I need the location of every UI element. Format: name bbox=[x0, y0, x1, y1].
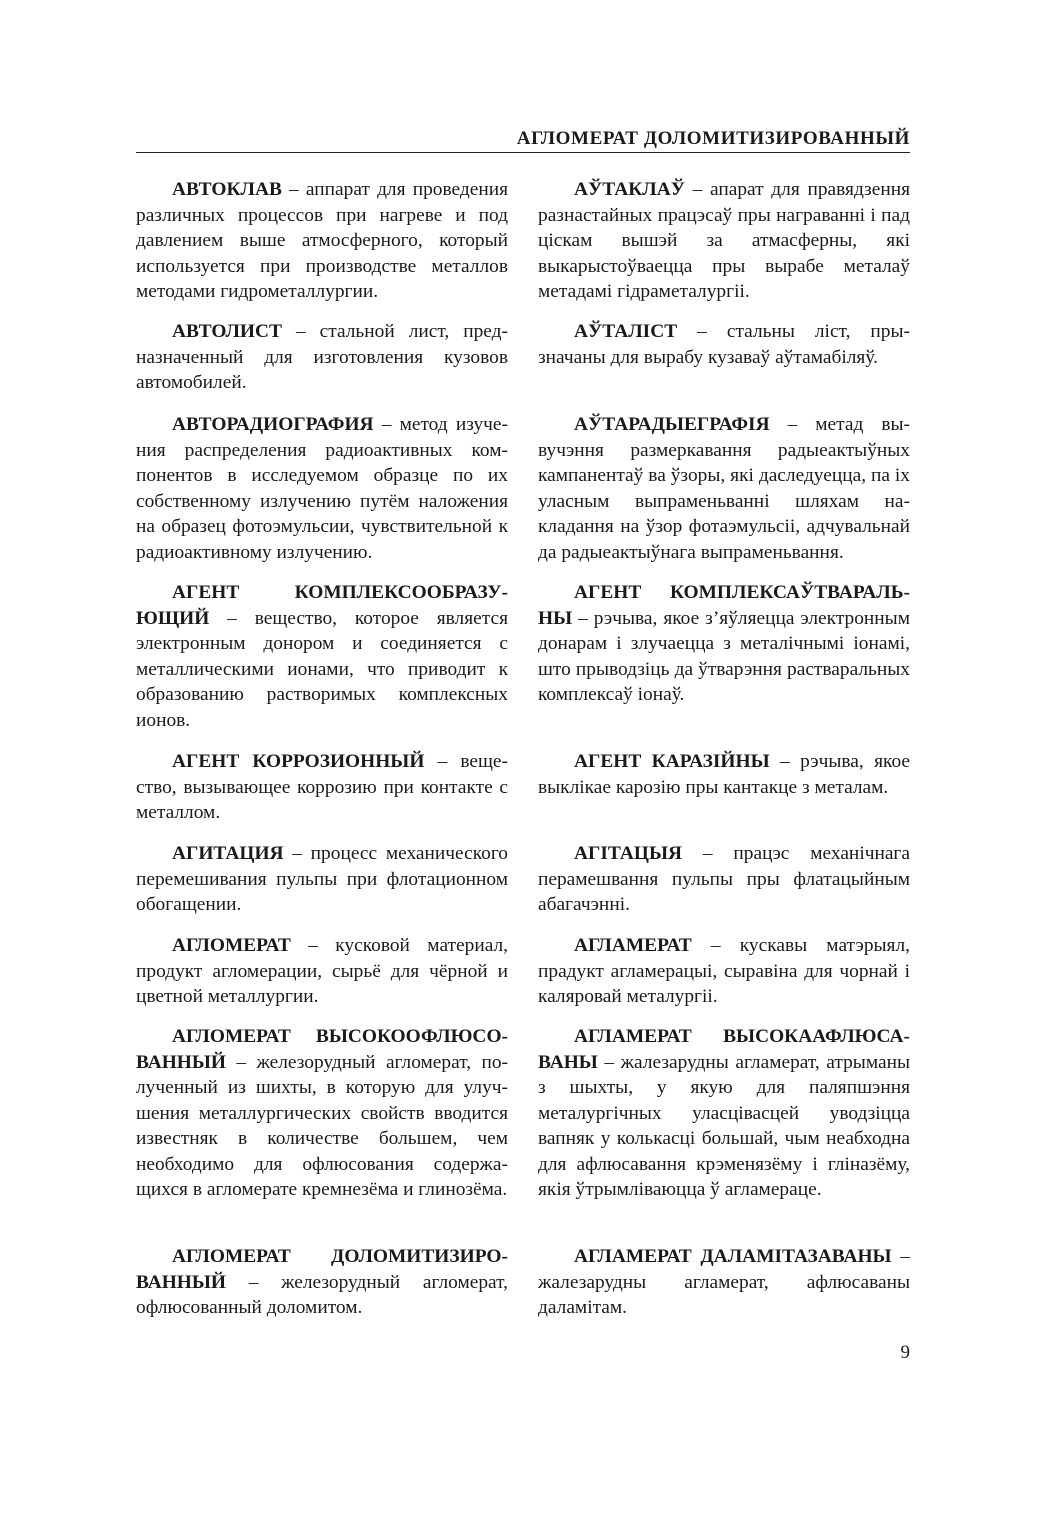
entry-ru-agent-korrozionnyy bbox=[136, 749, 508, 826]
entry-ru-avtoklav bbox=[136, 177, 508, 305]
entry-term: АГИТАЦИЯ bbox=[172, 843, 284, 864]
entry-definition: – метод изучения распределения радиоактивных компонентов в исследуемом образце по их собственному излучению путём наложения на образец фотоэмульсии, чувствительной к радиоактивному излучению. bbox=[136, 414, 508, 563]
entry-definition: – рэчыва, якое з’яўляецца электронным донарам і злучаецца з металічнымі іонамі, што прыводзіць да ўтварэння растваральных комплексаў іонаў. bbox=[538, 607, 910, 705]
entry-definition: – жалезарудны агламерат, атрыманы з шыхты, у якую для паляпшэння металургічных уласцівасцей уводзіцца вапняк у колькасці большай, чым неабходна для афлюсавання крэменязёму і гліназёму, якія ўтрымліваюцца ў агламераце. bbox=[538, 1051, 910, 1200]
entry-term: АЎТАКЛАЎ bbox=[574, 179, 685, 200]
header-rule bbox=[136, 152, 910, 153]
entry-by-aglamerat-vysokaaflyusavany bbox=[538, 1024, 910, 1203]
entry-term: АГЕНТ КОМПЛЕКСАЎТВАРАЛЬНЫ bbox=[538, 582, 910, 629]
entry-term: АГЛОМЕРАТ ДОЛОМИТИЗИРОВАННЫЙ bbox=[136, 1246, 508, 1293]
entry-definition: – стальной лист, предназначенный для изготовления кузовов автомобилей. bbox=[136, 321, 508, 393]
entry-term: АГЛАМЕРАТ bbox=[574, 935, 692, 956]
entry-term: АГЕНТ КАРАЗІЙНЫ bbox=[574, 751, 770, 772]
entry-definition: – аппарат для проведения различных процессов при нагреве и под давлением выше атмосферного, который используется при производстве металлов методами гидрометаллургии. bbox=[136, 179, 508, 302]
entry-by-agent-kompleksautvaralny bbox=[538, 580, 910, 708]
entry-definition: – рэчыва, якое выклікае карозію пры кантакце з металам. bbox=[538, 751, 910, 798]
entry-definition: – железорудный агломерат, полученный из шихты, в которую для улучшения металлургических свойств вводится известняк в количестве большем, чем необходимо для офлюсования содержащихся в агломерате кремнезёма и глинозёма. bbox=[136, 1051, 508, 1200]
page-number: 9 bbox=[900, 1342, 910, 1363]
entry-definition: – железорудный агломерат, офлюсованный доломитом. bbox=[136, 1271, 508, 1318]
entry-definition: – апарат для правядзення разнастайных працэсаў пры награванні і пад ціскам вышэй за атмасферны, які выкарыстоўваецца пры вырабе металаў метадамі гідраметалургіі. bbox=[538, 179, 910, 302]
entry-term: АГЕНТ КОРРОЗИОННЫЙ bbox=[172, 751, 425, 772]
entry-definition: – вещество, которое является электронным донором и соединяется с металлическими ионами, что приводит к образованию растворимых комплексных ионов. bbox=[136, 607, 508, 731]
entry-definition: – процесс механического перемешивания пульпы при флотационном обогащении. bbox=[136, 843, 508, 915]
entry-term: АГЛАМЕРАТ ДАЛАМІТАЗАВАНЫ bbox=[574, 1246, 892, 1267]
entry-term: АВТОЛИСТ bbox=[172, 321, 282, 342]
entry-definition: – стальны ліст, прызначаны для вырабу кузаваў аўтамабіляў. bbox=[538, 321, 910, 368]
entry-by-autaklau bbox=[538, 177, 910, 305]
entry-term: АЎТАРАДЫЕГРАФІЯ bbox=[574, 414, 770, 435]
entry-term: АВТОКЛАВ bbox=[172, 179, 282, 200]
entry-ru-aglomerat bbox=[136, 933, 508, 1010]
entry-ru-avtolist bbox=[136, 319, 508, 396]
entry-definition: – жалезарудны агламерат, афлюсаваны даламітам. bbox=[538, 1246, 911, 1318]
entry-ru-agitatsiya bbox=[136, 841, 508, 918]
entry-term: АГЕНТ КОМПЛЕКСООБРАЗУЮЩИЙ bbox=[136, 582, 508, 629]
entry-term: АГІТАЦЫЯ bbox=[574, 843, 682, 864]
entry-definition: – працэс механічнага перамешвання пульпы пры флатацыйным абагачэнні. bbox=[538, 843, 910, 915]
entry-by-aglamerat-dalamitazavany bbox=[538, 1244, 910, 1321]
entry-term: АГЛАМЕРАТ ВЫСОКААФЛЮСАВАНЫ bbox=[538, 1026, 910, 1073]
entry-term: АЎТАЛІСТ bbox=[574, 321, 678, 342]
entry-by-agitatsyya bbox=[538, 841, 910, 918]
entry-definition: – кускавы матэрыял, прадукт агламерацыі, сыравіна для чорнай і каляровай металургіі. bbox=[538, 935, 910, 1007]
entry-term: АВТОРАДИОГРАФИЯ bbox=[172, 414, 374, 435]
entry-by-autaradyegrafiya bbox=[538, 412, 910, 565]
entry-term: АГЛОМЕРАТ bbox=[172, 935, 291, 956]
entry-term: АГЛОМЕРАТ ВЫСОКООФЛЮСОВАННЫЙ bbox=[136, 1026, 508, 1073]
entry-ru-aglomerat-dolomitizirovannyy bbox=[136, 1244, 508, 1321]
running-head: АГЛОМЕРАТ ДОЛОМИТИЗИРОВАННЫЙ bbox=[516, 128, 910, 149]
entry-definition: – метад вывучэння размеркавання радыеактыўных кампанентаў ва ўзоры, які даследуецца, па іх уласным выпраменьванні шляхам накладання на ўзор фотаэмульсіі, адчувальнай да радыеактыўнага выпраменьвання. bbox=[538, 414, 910, 563]
entry-definition: – вещество, вызывающее коррозию при контакте с металлом. bbox=[136, 751, 508, 823]
entry-ru-avtoradiografiya bbox=[136, 412, 508, 565]
entry-by-aglamerat bbox=[538, 933, 910, 1010]
entry-ru-agent-kompleksoobrazuyushchiy bbox=[136, 580, 508, 733]
entry-definition: – кусковой материал, продукт агломерации, сырьё для чёрной и цветной металлургии. bbox=[136, 935, 508, 1007]
entry-by-agent-karaziyny bbox=[538, 749, 910, 800]
entry-ru-aglomerat-vysokoofflyusovannyy bbox=[136, 1024, 508, 1203]
entry-by-autalist bbox=[538, 319, 910, 370]
